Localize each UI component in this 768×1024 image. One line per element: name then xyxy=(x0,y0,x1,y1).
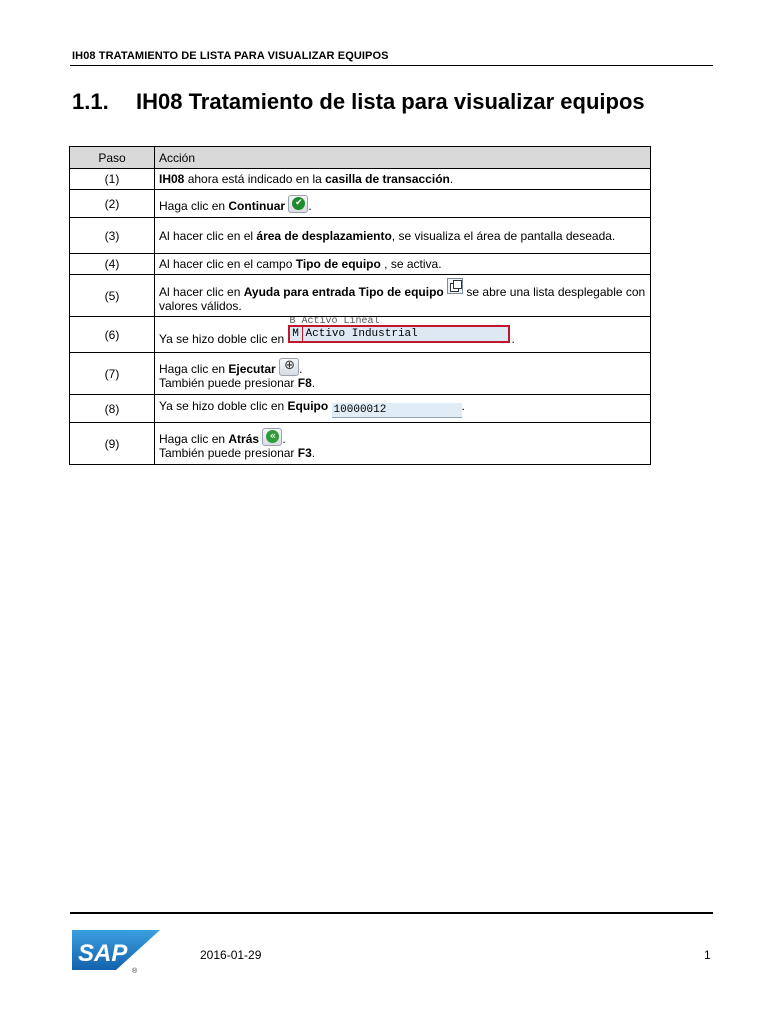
action-text: Ya se hizo doble clic en xyxy=(159,399,288,413)
action-term: Continuar xyxy=(228,198,286,213)
table-row xyxy=(70,169,651,190)
table-row xyxy=(70,190,651,218)
footer-rule xyxy=(70,912,713,914)
step-number: (8) xyxy=(70,395,155,423)
ok-icon xyxy=(288,195,308,213)
table-row xyxy=(70,423,651,465)
steps-table xyxy=(69,146,651,465)
column-header-accion: Acción xyxy=(155,147,651,169)
action-text: Al hacer clic en el campo xyxy=(159,257,296,271)
section-number: 1.1. xyxy=(72,89,109,114)
action-term: Atrás xyxy=(228,431,260,446)
step-action xyxy=(155,190,651,218)
sap-logo-text: SAP xyxy=(78,940,128,967)
action-text: . xyxy=(299,361,303,376)
table-row xyxy=(70,353,651,395)
action-text: . xyxy=(311,375,316,390)
table-row xyxy=(70,317,651,353)
step-action xyxy=(155,395,651,423)
value-list-previous-entry: B Activo Lineal xyxy=(289,316,380,323)
action-text: Al hacer clic en xyxy=(159,285,244,299)
steps-body xyxy=(70,169,651,465)
header-rule xyxy=(70,65,713,66)
table-row xyxy=(70,395,651,423)
footer-page-number: 1 xyxy=(704,948,711,962)
step-number: (6) xyxy=(70,317,155,353)
action-text: . xyxy=(311,445,316,460)
step-action xyxy=(155,169,651,190)
action-text: . xyxy=(308,198,312,213)
f4-icon xyxy=(447,278,463,294)
action-text: Haga clic en xyxy=(159,361,229,376)
step-number: (2) xyxy=(70,190,155,218)
step-action xyxy=(155,353,651,395)
action-term: Ayuda para entrada Tipo de equipo xyxy=(243,285,444,299)
action-term: IH08 xyxy=(159,172,185,186)
step-action xyxy=(155,317,651,353)
action-term: área de desplazamiento xyxy=(256,228,392,243)
value-list-key: M xyxy=(290,327,303,341)
action-text: También puede presionar xyxy=(159,375,298,390)
section-title-text: IH08 Tratamiento de lista para visualizar equipos xyxy=(136,89,645,114)
action-text: se abre una lista desplegable con valores válidos. xyxy=(159,285,646,313)
value-list-screenshot xyxy=(288,316,512,347)
action-text: Haga clic en xyxy=(159,198,229,213)
step-number: (7) xyxy=(70,353,155,395)
table-row xyxy=(70,254,651,275)
footer-date: 2016-01-29 xyxy=(200,948,262,962)
action-text: Ya se hizo doble clic en xyxy=(159,331,288,346)
action-term: casilla de transacción xyxy=(325,172,450,186)
action-text: También puede presionar xyxy=(159,445,298,460)
action-text: Haga clic en xyxy=(159,431,229,446)
step-action xyxy=(155,218,651,254)
step-number: (5) xyxy=(70,275,155,317)
sap-logo xyxy=(72,930,162,974)
action-term: F3 xyxy=(297,445,312,460)
action-term: Tipo de equipo xyxy=(295,257,381,271)
equipment-field-screenshot: 10000012 xyxy=(332,403,462,418)
action-text: . xyxy=(511,331,515,346)
step-number: (9) xyxy=(70,423,155,465)
action-term: Ejecutar xyxy=(228,361,276,376)
step-number: (4) xyxy=(70,254,155,275)
step-number: (3) xyxy=(70,218,155,254)
back-icon xyxy=(262,428,282,446)
action-text: . xyxy=(461,399,465,413)
step-action xyxy=(155,423,651,465)
action-text: , se activa. xyxy=(380,257,442,271)
action-text: , se visualiza el área de pantalla deseada. xyxy=(391,228,616,243)
document-header-title: IH08 TRATAMIENTO DE LISTA PARA VISUALIZAR EQUIPOS xyxy=(72,50,389,62)
action-text: . xyxy=(449,172,454,186)
exec-icon xyxy=(279,358,299,376)
table-row xyxy=(70,275,651,317)
step-number: (1) xyxy=(70,169,155,190)
column-header-paso: Paso xyxy=(70,147,155,169)
value-list-selected-entry xyxy=(288,325,510,343)
action-term: F8 xyxy=(297,375,312,390)
sap-logo-registered-mark: ® xyxy=(132,968,138,974)
value-list-text: Activo Industrial xyxy=(305,327,418,340)
step-action xyxy=(155,254,651,275)
table-row xyxy=(70,218,651,254)
action-text: Al hacer clic en el xyxy=(159,228,257,243)
action-term: Equipo xyxy=(287,399,329,413)
table-header-row xyxy=(70,147,651,169)
action-text: ahora está indicado en la xyxy=(184,172,326,186)
step-action xyxy=(155,275,651,317)
action-text: . xyxy=(282,431,286,446)
section-title xyxy=(72,89,645,115)
